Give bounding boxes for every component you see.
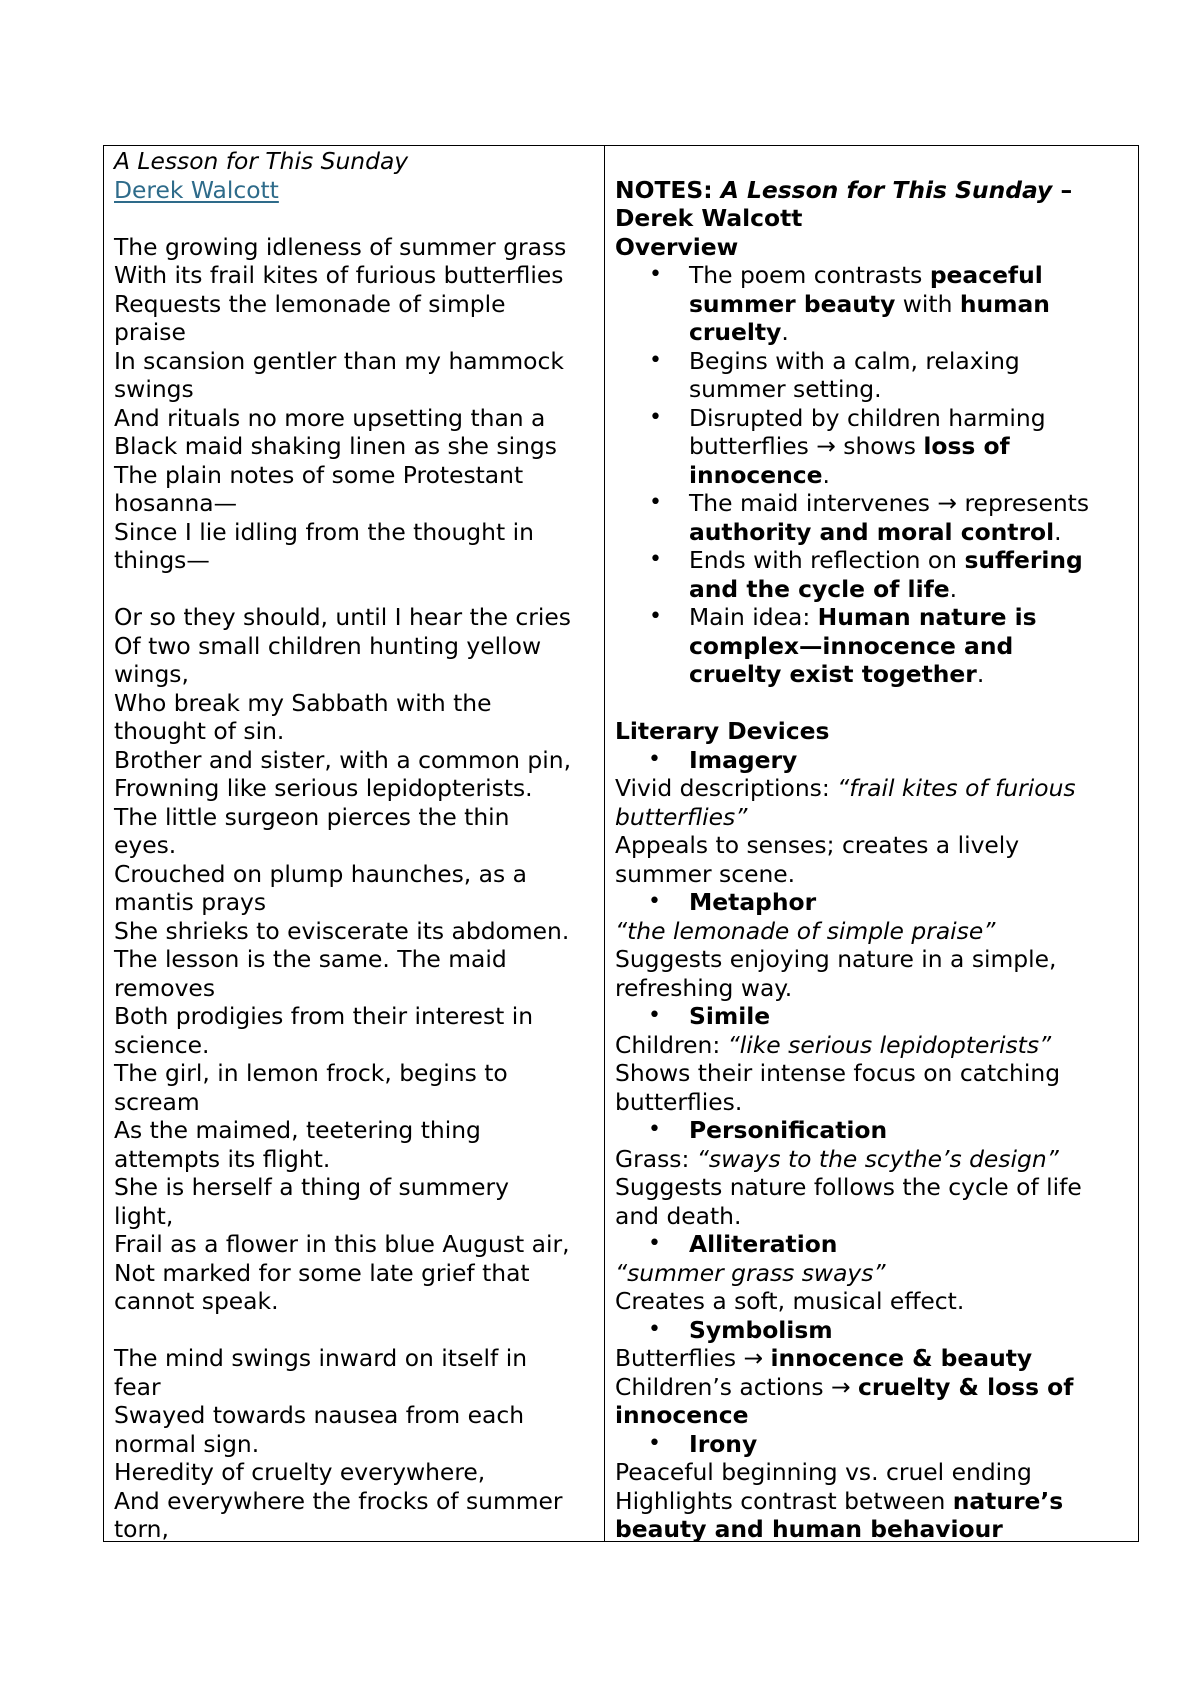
device-heading-imagery: • Imagery bbox=[615, 746, 1130, 775]
poem-line: The little surgeon pierces the thin bbox=[114, 802, 510, 831]
device-line: butterflies” bbox=[615, 802, 748, 831]
poem-line: Requests the lemonade of simple bbox=[114, 289, 506, 318]
poem-line: The mind swings inward on itself in bbox=[114, 1344, 528, 1372]
device-line: Suggests nature follows the cycle of life bbox=[615, 1173, 1082, 1201]
device-line: butterflies. bbox=[615, 1087, 743, 1116]
spacer bbox=[114, 204, 598, 233]
poem-line: cannot speak. bbox=[114, 1287, 279, 1315]
device-line: Suggests enjoying nature in a simple, bbox=[615, 945, 1057, 973]
device-line: Grass: “sways to the scythe’s design” bbox=[615, 1144, 1059, 1173]
device-line: Shows their intense focus on catching bbox=[615, 1059, 1061, 1087]
notes-heading bbox=[615, 176, 1130, 205]
notes-heading-dash: – bbox=[1052, 175, 1073, 204]
poem-line: swings bbox=[114, 375, 194, 403]
poem-line: praise bbox=[114, 318, 186, 346]
device-line: innocence bbox=[615, 1401, 749, 1429]
poem-line: Frowning like serious lepidopterists. bbox=[114, 774, 533, 802]
poem-line: mantis prays bbox=[114, 888, 267, 916]
device-heading-symbolism: • Symbolism bbox=[615, 1316, 1130, 1345]
poem-line: science. bbox=[114, 1030, 210, 1059]
device-line: summer scene. bbox=[615, 859, 796, 888]
spacer bbox=[615, 147, 1130, 176]
notes-heading-title: A Lesson for This Sunday bbox=[720, 175, 1053, 204]
poem-line: Since I lie idling from the thought in bbox=[114, 517, 534, 546]
poem-line: fear bbox=[114, 1372, 161, 1401]
list-item: • Begins with a calm, relaxing summer setting. bbox=[689, 347, 1130, 404]
poem-line: eyes. bbox=[114, 831, 177, 859]
list-item: • The maid intervenes → represents authority and moral control. bbox=[689, 489, 1130, 546]
poem-line: With its frail kites of furious butterflies bbox=[114, 261, 564, 289]
poem-author-line bbox=[114, 176, 598, 205]
device-line: Peaceful beginning vs. cruel ending bbox=[615, 1458, 1032, 1486]
poem-line: light, bbox=[114, 1201, 174, 1230]
poem-line: She is herself a thing of summery bbox=[114, 1173, 509, 1201]
notes-table bbox=[103, 145, 1139, 1542]
device-line: beauty and human behaviour bbox=[615, 1515, 1003, 1541]
poem-line: As the maimed, teetering thing bbox=[114, 1116, 481, 1144]
poem-line: Both prodigies from their interest in bbox=[114, 1002, 534, 1030]
poem-line: normal sign. bbox=[114, 1429, 260, 1458]
poem-line: The lesson is the same. The maid bbox=[114, 945, 507, 973]
poem-line: Of two small children hunting yellow bbox=[114, 631, 542, 660]
device-line: Children’s actions → cruelty & loss of bbox=[615, 1372, 1074, 1401]
poem-line: attempts its flight. bbox=[114, 1144, 331, 1173]
device-heading-irony: • Irony bbox=[615, 1430, 1130, 1459]
poem-line: hosanna— bbox=[114, 489, 238, 517]
poem-line: In scansion gentler than my hammock bbox=[114, 346, 564, 375]
poem-line: Not marked for some late grief that bbox=[114, 1258, 530, 1287]
devices-heading: Literary Devices bbox=[615, 717, 830, 745]
device-line: Creates a soft, musical effect. bbox=[615, 1287, 965, 1315]
poem-line: wings, bbox=[114, 660, 189, 688]
poem-line: Brother and sister, with a common pin, bbox=[114, 745, 572, 774]
list-item: • Ends with reflection on suffering and the cycle of life. bbox=[689, 546, 1130, 603]
poem-line: The girl, in lemon frock, begins to bbox=[114, 1059, 508, 1087]
device-line: “the lemonade of simple praise” bbox=[615, 916, 996, 945]
poem-title: A Lesson for This Sunday bbox=[114, 147, 409, 175]
stanza-break bbox=[114, 1316, 598, 1345]
device-heading-alliteration: • Alliteration bbox=[615, 1230, 1130, 1259]
device-heading-metaphor: • Metaphor bbox=[615, 888, 1130, 917]
device-line: refreshing way. bbox=[615, 973, 793, 1002]
poem-line: torn, bbox=[114, 1515, 169, 1541]
poem-line: things— bbox=[114, 546, 210, 574]
spacer bbox=[615, 689, 1130, 718]
overview-heading: Overview bbox=[615, 232, 739, 261]
notes-heading-prefix: NOTES: bbox=[615, 175, 721, 204]
device-heading-simile: • Simile bbox=[615, 1002, 1130, 1031]
device-line: Butterflies → innocence & beauty bbox=[615, 1344, 1033, 1372]
poem-line: Black maid shaking linen as she sings bbox=[114, 432, 557, 460]
poem-line: removes bbox=[114, 973, 216, 1002]
list-item: • Main idea: Human nature is complex—innocence and cruelty exist together. bbox=[689, 603, 1130, 689]
device-heading-personification: • Personification bbox=[615, 1116, 1130, 1145]
stanza-break bbox=[114, 575, 598, 604]
device-line: Vivid descriptions: “frail kites of furious bbox=[615, 774, 1076, 802]
poem-line: The plain notes of some Protestant bbox=[114, 460, 524, 489]
notes-column bbox=[605, 146, 1138, 1541]
device-line: “summer grass sways” bbox=[615, 1258, 886, 1287]
poem-line: Swayed towards nausea from each bbox=[114, 1401, 525, 1429]
poem-line: scream bbox=[114, 1087, 200, 1116]
poem-line: Heredity of cruelty everywhere, bbox=[114, 1458, 486, 1486]
device-line: Highlights contrast between nature’s bbox=[615, 1486, 1064, 1515]
poem-line: And rituals no more upsetting than a bbox=[114, 403, 546, 432]
notes-heading-author: Derek Walcott bbox=[615, 204, 803, 232]
poem-line: Crouched on plump haunches, as a bbox=[114, 859, 527, 888]
device-line: Children: “like serious lepidopterists” bbox=[615, 1030, 1052, 1059]
poem-line: Frail as a flower in this blue August air, bbox=[114, 1230, 570, 1258]
poem-column bbox=[104, 146, 605, 1541]
device-line: and death. bbox=[615, 1201, 742, 1230]
overview-list bbox=[615, 261, 1130, 689]
poem-author-link[interactable]: Derek Walcott bbox=[114, 175, 279, 204]
poem-line: thought of sin. bbox=[114, 717, 285, 745]
device-line: Appeals to senses; creates a lively bbox=[615, 831, 1020, 859]
poem-line: And everywhere the frocks of summer bbox=[114, 1486, 563, 1515]
list-item: • Disrupted by children harming butterflies → shows loss of innocence. bbox=[689, 404, 1130, 490]
poem-line: The growing idleness of summer grass bbox=[114, 232, 567, 261]
list-item: • The poem contrasts peaceful summer beauty with human cruelty. bbox=[689, 261, 1130, 347]
poem-line: She shrieks to eviscerate its abdomen. bbox=[114, 916, 570, 945]
poem-line: Who break my Sabbath with the bbox=[114, 688, 492, 717]
poem-line: Or so they should, until I hear the cries bbox=[114, 603, 571, 631]
